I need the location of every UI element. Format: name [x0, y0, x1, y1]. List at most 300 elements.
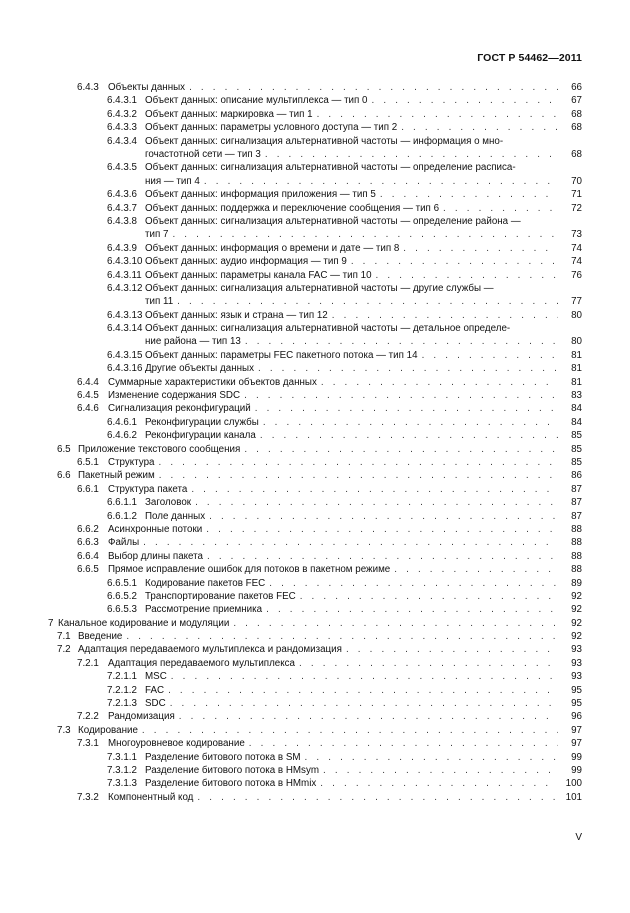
- dot-leader: [443, 202, 558, 215]
- toc-entry-page: 83: [571, 390, 582, 402]
- toc-entry-text: [145, 202, 558, 215]
- toc-entry-text: [78, 630, 558, 643]
- toc-entry-page: 93: [571, 644, 582, 656]
- toc-entry-page: 85: [571, 430, 582, 442]
- toc-entry-text: [145, 215, 558, 242]
- toc-entry-text: [108, 389, 558, 402]
- dot-leader: [245, 335, 558, 348]
- toc-entry[interactable]: [0, 469, 630, 482]
- toc-entry-number: 6.4.3.3: [107, 122, 137, 134]
- toc-entry-number: 6.4.3.6: [107, 189, 137, 201]
- toc-entry[interactable]: [0, 523, 630, 536]
- toc-entry-title: гочастотной сети — тип 3: [145, 148, 265, 161]
- dot-leader: [422, 349, 558, 362]
- toc-entry[interactable]: [0, 108, 630, 121]
- toc-entry[interactable]: [0, 764, 630, 777]
- toc-entry-number: 6.4.3.2: [107, 108, 137, 120]
- toc-entry-number: 6.4.3.7: [107, 202, 137, 214]
- toc-entry[interactable]: [0, 282, 630, 309]
- toc-entry-number: 7.2.1.2: [107, 684, 137, 696]
- toc-entry-title: Реконфигурации канала: [145, 429, 260, 442]
- toc-entry-title: Прямое исправление ошибок для потоков в пакетном режиме: [108, 563, 394, 576]
- dot-leader: [177, 295, 558, 308]
- toc-entry-page: 86: [571, 470, 582, 482]
- dot-leader: [172, 228, 558, 241]
- toc-entry-page: 101: [565, 791, 582, 803]
- toc-entry-title: Кодирование: [78, 724, 142, 737]
- toc-entry-title: тип 7: [145, 228, 172, 241]
- toc-entry-text: [108, 536, 558, 549]
- toc-entry[interactable]: [0, 483, 630, 496]
- toc-entry-page: 92: [571, 590, 582, 602]
- toc-entry-text: [78, 643, 558, 656]
- toc-entry-page: 68: [571, 148, 582, 160]
- toc-entry-number: 7.3.1.3: [107, 778, 137, 790]
- table-of-contents: [0, 81, 630, 804]
- dot-leader: [158, 456, 558, 469]
- toc-entry-text: [108, 81, 558, 94]
- toc-entry-page: 99: [571, 765, 582, 776]
- toc-entry[interactable]: [0, 161, 630, 188]
- toc-entry[interactable]: [0, 242, 630, 255]
- toc-entry-title: Реконфигурации службы: [145, 416, 263, 429]
- toc-entry[interactable]: [0, 777, 630, 790]
- toc-entry-page: 96: [571, 711, 582, 723]
- toc-entry[interactable]: [0, 670, 630, 683]
- toc-entry-title: Рандомизация: [108, 710, 179, 723]
- toc-entry-title: Компонентный код: [108, 791, 197, 804]
- toc-entry-title: FAC: [145, 684, 168, 697]
- dot-leader: [403, 242, 558, 255]
- dot-leader: [372, 94, 558, 107]
- toc-entry-number: 6.4.3.10: [107, 256, 143, 268]
- toc-entry-number: 7.2: [57, 644, 71, 656]
- toc-entry-number: 6.6.4: [77, 550, 99, 562]
- toc-entry-title: Объекты данных: [108, 81, 189, 94]
- dot-leader: [258, 362, 558, 375]
- toc-entry-number: 6.5.1: [77, 457, 99, 469]
- dot-leader: [394, 563, 558, 576]
- dot-leader: [351, 255, 558, 268]
- toc-entry-title: Приложение текстового сообщения: [78, 443, 244, 456]
- toc-entry-text: [78, 469, 558, 482]
- toc-entry-text: [145, 764, 558, 777]
- toc-entry-title: Канальное кодирование и модуляции: [58, 617, 233, 630]
- toc-entry-text: [145, 322, 558, 349]
- toc-entry-number: 6.6.5.2: [107, 590, 137, 602]
- toc-entry-title: Введение: [78, 630, 126, 643]
- toc-entry-page: 87: [571, 510, 582, 522]
- toc-entry-text: [145, 590, 558, 603]
- toc-entry-number: 6.5: [57, 443, 71, 455]
- toc-entry-page: 99: [571, 751, 582, 763]
- dot-leader: [266, 603, 558, 616]
- toc-entry-title-line1: Объект данных: сигнализация альтернативной частоты — другие службы —: [145, 282, 494, 294]
- toc-entry-number: 6.6.1.1: [107, 497, 137, 509]
- toc-entry[interactable]: [0, 684, 630, 697]
- dot-leader: [206, 523, 558, 536]
- toc-entry-text: [108, 523, 558, 536]
- toc-entry[interactable]: [0, 751, 630, 764]
- toc-entry-number: 6.4.6.1: [107, 416, 137, 428]
- toc-entry-text: [108, 376, 558, 389]
- toc-entry[interactable]: [0, 697, 630, 710]
- toc-entry-page: 93: [571, 657, 582, 669]
- toc-entry-number: 6.4.3.1: [107, 95, 137, 107]
- dot-leader: [299, 657, 558, 670]
- toc-entry-page: 88: [571, 537, 582, 549]
- toc-entry-page: 95: [571, 684, 582, 696]
- toc-entry[interactable]: [0, 590, 630, 603]
- toc-entry-title-line1: Объект данных: сигнализация альтернативной частоты — определение расписа-: [145, 162, 516, 174]
- toc-entry-title: Объект данных: информация приложения — тип 5: [145, 188, 380, 201]
- toc-entry-text: [145, 429, 558, 442]
- dot-leader: [244, 389, 558, 402]
- dot-leader: [207, 550, 558, 563]
- dot-leader: [321, 376, 558, 389]
- dot-leader: [317, 108, 558, 121]
- toc-entry-title: Суммарные характеристики объектов данных: [108, 376, 321, 389]
- toc-entry[interactable]: [0, 349, 630, 362]
- toc-entry-page: 88: [571, 564, 582, 576]
- toc-entry-text: [145, 94, 558, 107]
- toc-entry-page: 68: [571, 108, 582, 120]
- toc-entry-title: Адаптация передаваемого мультиплекса и рандомизация: [78, 643, 346, 656]
- toc-entry-number: 6.6.1.2: [107, 510, 137, 522]
- dot-leader: [320, 777, 558, 790]
- toc-entry-page: 100: [565, 778, 582, 790]
- toc-entry-title: Поле данных: [145, 510, 209, 523]
- toc-entry[interactable]: [0, 577, 630, 590]
- toc-entry-page: 85: [571, 443, 582, 455]
- toc-entry-text: [145, 135, 558, 162]
- toc-entry-page: 97: [571, 738, 582, 750]
- toc-entry-number: 6.6.2: [77, 523, 99, 535]
- toc-entry-text: [145, 777, 558, 790]
- toc-entry-page: 92: [571, 604, 582, 616]
- toc-entry-page: 88: [571, 550, 582, 562]
- toc-entry-text: [145, 751, 558, 764]
- toc-entry-page: 85: [571, 457, 582, 469]
- toc-entry-number: 6.6.5.3: [107, 604, 137, 616]
- toc-entry[interactable]: [0, 269, 630, 282]
- toc-entry-number: 6.6.1: [77, 483, 99, 495]
- toc-entry-number: 6.6.5.1: [107, 577, 137, 589]
- toc-entry[interactable]: [0, 402, 630, 415]
- toc-entry-title-line1: Объект данных: сигнализация альтернативной частоты — определение района —: [145, 215, 521, 227]
- toc-entry-title: Структура: [108, 456, 158, 469]
- toc-entry-text: [108, 657, 558, 670]
- toc-entry-number: 7.3: [57, 724, 71, 736]
- toc-entry-title: Объект данных: описание мультиплекса — тип 0: [145, 94, 372, 107]
- dot-leader: [179, 710, 558, 723]
- toc-entry-title-line1: Объект данных: сигнализация альтернативной частоты — детальное определе-: [145, 323, 511, 335]
- toc-entry-title: Транспортирование пакетов FEC: [145, 590, 300, 603]
- toc-entry-text: [145, 496, 558, 509]
- dot-leader: [168, 684, 558, 697]
- toc-entry-text: [108, 402, 558, 415]
- document-header: ГОСТ Р 54462—2011: [477, 52, 582, 64]
- toc-entry-title: тип 11: [145, 295, 177, 308]
- toc-entry-text: [145, 416, 558, 429]
- toc-entry-number: 6.4.3.9: [107, 242, 137, 254]
- toc-entry-number: 6.6.3: [77, 537, 99, 549]
- toc-entry-number: 7.3.1.2: [107, 765, 137, 776]
- toc-entry[interactable]: [0, 643, 630, 656]
- toc-entry[interactable]: [0, 630, 630, 643]
- toc-entry-title: Другие объекты данных: [145, 362, 258, 375]
- dot-leader: [376, 269, 558, 282]
- toc-entry-number: 6.4.6: [77, 403, 99, 415]
- dot-leader: [142, 724, 558, 737]
- toc-entry[interactable]: [0, 496, 630, 509]
- toc-entry-page: 81: [571, 376, 582, 388]
- toc-entry-page: 84: [571, 416, 582, 428]
- dot-leader: [401, 121, 558, 134]
- toc-entry[interactable]: [0, 536, 630, 549]
- toc-entry-title: Объект данных: аудио информация — тип 9: [145, 255, 351, 268]
- toc-entry-text: [108, 737, 558, 750]
- dot-leader: [195, 496, 558, 509]
- dot-leader: [204, 175, 558, 188]
- toc-entry-title: Адаптация передаваемого мультиплекса: [108, 657, 299, 670]
- toc-entry-number: 6.4.3: [77, 82, 99, 93]
- toc-entry-title: Объект данных: маркировка — тип 1: [145, 108, 317, 121]
- toc-entry[interactable]: [0, 389, 630, 402]
- toc-entry[interactable]: [0, 81, 630, 94]
- toc-entry-page: 88: [571, 523, 582, 535]
- dot-leader: [269, 577, 558, 590]
- toc-entry-page: 81: [571, 349, 582, 361]
- toc-entry-number: 6.4.5: [77, 390, 99, 402]
- toc-entry-title: Заголовок: [145, 496, 195, 509]
- toc-entry[interactable]: [0, 376, 630, 389]
- toc-entry-number: 6.4.3.12: [107, 282, 143, 294]
- toc-entry-page: 70: [571, 175, 582, 187]
- toc-entry[interactable]: [0, 322, 630, 349]
- dot-leader: [159, 469, 558, 482]
- toc-entry[interactable]: [0, 603, 630, 616]
- toc-entry[interactable]: [0, 456, 630, 469]
- toc-entry[interactable]: [0, 135, 630, 162]
- toc-entry-page: 87: [571, 483, 582, 495]
- toc-entry-number: 7.2.1.3: [107, 698, 137, 710]
- toc-entry[interactable]: [0, 121, 630, 134]
- toc-entry-page: 77: [571, 296, 582, 308]
- toc-entry-number: 7.3.1: [77, 738, 99, 750]
- toc-entry-title: Объект данных: параметры канала FAC — тип 10: [145, 269, 376, 282]
- toc-entry-title-line1: Объект данных: сигнализация альтернативной частоты — информация о мно-: [145, 135, 504, 147]
- dot-leader: [305, 751, 558, 764]
- toc-entry[interactable]: [0, 362, 630, 375]
- toc-entry-text: [108, 483, 558, 496]
- toc-entry[interactable]: [0, 791, 630, 804]
- toc-entry-title: Выбор длины пакета: [108, 550, 207, 563]
- toc-entry-text: [145, 161, 558, 188]
- toc-entry-number: 6.4.3.16: [107, 363, 143, 375]
- toc-entry-page: 80: [571, 309, 582, 321]
- toc-entry[interactable]: [0, 202, 630, 215]
- toc-entry-title: Объект данных: параметры условного доступа — тип 2: [145, 121, 401, 134]
- toc-entry-page: 74: [571, 242, 582, 254]
- toc-entry-number: 6.4.3.13: [107, 309, 143, 321]
- toc-entry-title: Разделение битового потока в SM: [145, 751, 305, 764]
- toc-entry-text: [145, 577, 558, 590]
- toc-entry-text: [108, 456, 558, 469]
- toc-entry-title: ние района — тип 13: [145, 335, 245, 348]
- toc-entry-text: [145, 282, 558, 309]
- toc-entry-page: 80: [571, 336, 582, 348]
- dot-leader: [255, 402, 558, 415]
- toc-entry-number: 6.6.5: [77, 564, 99, 576]
- toc-entry-number: 6.4.4: [77, 376, 99, 388]
- toc-entry-title: Асинхронные потоки: [108, 523, 206, 536]
- toc-entry-text: [145, 670, 558, 683]
- toc-entry[interactable]: [0, 710, 630, 723]
- toc-entry-text: [108, 563, 558, 576]
- dot-leader: [233, 617, 558, 630]
- toc-entry-title: Файлы: [108, 536, 143, 549]
- toc-entry-title: Структура пакета: [108, 483, 191, 496]
- toc-entry-text: [145, 349, 558, 362]
- dot-leader: [143, 536, 558, 549]
- toc-entry-text: [145, 121, 558, 134]
- dot-leader: [191, 483, 558, 496]
- toc-entry-text: [145, 108, 558, 121]
- toc-entry-number: 7.2.2: [77, 711, 99, 723]
- toc-entry-text: [145, 684, 558, 697]
- dot-leader: [265, 148, 558, 161]
- dot-leader: [244, 443, 558, 456]
- dot-leader: [126, 630, 558, 643]
- toc-entry[interactable]: [0, 429, 630, 442]
- toc-entry-title: ния — тип 4: [145, 175, 204, 188]
- toc-entry-title: Сигнализация реконфигураций: [108, 402, 255, 415]
- toc-entry-number: 7: [48, 617, 54, 629]
- toc-entry[interactable]: [0, 215, 630, 242]
- dot-leader: [197, 791, 558, 804]
- toc-entry[interactable]: [0, 657, 630, 670]
- dot-leader: [323, 764, 558, 777]
- toc-entry-title: Объект данных: поддержка и переключение сообщения — тип 6: [145, 202, 443, 215]
- toc-entry-page: 72: [571, 202, 582, 214]
- toc-entry-number: 7.1: [57, 631, 71, 643]
- toc-entry-text: [108, 791, 558, 804]
- toc-entry-number: 6.4.3.8: [107, 215, 137, 227]
- toc-entry-number: 7.3.2: [77, 791, 99, 803]
- toc-entry-number: 7.2.1.1: [107, 671, 137, 683]
- dot-leader: [332, 309, 558, 322]
- dot-leader: [300, 590, 558, 603]
- toc-entry-page: 67: [571, 95, 582, 107]
- toc-entry[interactable]: [0, 617, 630, 630]
- toc-entry-page: 81: [571, 363, 582, 375]
- dot-leader: [171, 670, 558, 683]
- toc-entry-page: 93: [571, 671, 582, 683]
- toc-entry-text: [145, 510, 558, 523]
- dot-leader: [263, 416, 558, 429]
- toc-entry[interactable]: [0, 94, 630, 107]
- toc-entry-text: [145, 362, 558, 375]
- toc-entry-number: 7.2.1: [77, 657, 99, 669]
- toc-entry-page: 89: [571, 577, 582, 589]
- toc-entry[interactable]: [0, 416, 630, 429]
- toc-entry-page: 73: [571, 229, 582, 241]
- toc-entry-title: Объект данных: параметры FEC пакетного потока — тип 14: [145, 349, 422, 362]
- dot-leader: [170, 697, 558, 710]
- toc-entry-number: 6.4.3.11: [107, 269, 142, 281]
- toc-entry-title: Многоуровневое кодирование: [108, 737, 249, 750]
- toc-entry-page: 68: [571, 122, 582, 134]
- dot-leader: [346, 643, 558, 656]
- toc-entry-number: 6.4.3.14: [107, 323, 143, 335]
- toc-entry-page: 71: [571, 189, 582, 201]
- toc-entry-page: 92: [571, 617, 582, 629]
- toc-entry-page: 66: [571, 82, 582, 93]
- toc-entry-title: Разделение битового потока в HMmix: [145, 777, 320, 790]
- dot-leader: [189, 81, 558, 94]
- toc-entry-title: Объект данных: язык и страна — тип 12: [145, 309, 332, 322]
- toc-entry-page: 74: [571, 256, 582, 268]
- toc-entry-text: [78, 724, 558, 737]
- toc-entry-title: Кодирование пакетов FEC: [145, 577, 269, 590]
- toc-entry-text: [78, 443, 558, 456]
- toc-entry-page: 92: [571, 631, 582, 643]
- toc-entry-text: [58, 617, 558, 630]
- toc-entry-title: Изменение содержания SDC: [108, 389, 244, 402]
- toc-entry-text: [145, 255, 558, 268]
- toc-entry[interactable]: [0, 724, 630, 737]
- toc-entry-number: 6.6: [57, 470, 71, 482]
- toc-entry-text: [108, 710, 558, 723]
- toc-entry[interactable]: [0, 563, 630, 576]
- toc-entry[interactable]: [0, 510, 630, 523]
- toc-entry-page: 95: [571, 698, 582, 710]
- toc-entry-page: 76: [571, 269, 582, 281]
- dot-leader: [249, 737, 558, 750]
- toc-entry-number: 7.3.1.1: [107, 751, 137, 763]
- toc-entry[interactable]: [0, 443, 630, 456]
- toc-entry[interactable]: [0, 550, 630, 563]
- toc-entry-text: [145, 309, 558, 322]
- toc-entry[interactable]: [0, 737, 630, 750]
- toc-entry-number: 6.4.3.5: [107, 162, 137, 174]
- toc-entry[interactable]: [0, 188, 630, 201]
- toc-entry-page: 87: [571, 497, 582, 509]
- toc-entry-title: SDC: [145, 697, 170, 710]
- dot-leader: [260, 429, 558, 442]
- dot-leader: [209, 510, 558, 523]
- page-number-roman: V: [575, 832, 582, 843]
- toc-entry-page: 97: [571, 724, 582, 736]
- toc-entry[interactable]: [0, 309, 630, 322]
- toc-entry-number: 6.4.6.2: [107, 430, 137, 442]
- toc-entry-title: Разделение битового потока в HMsym: [145, 764, 323, 777]
- toc-entry-text: [145, 603, 558, 616]
- toc-entry-title: MSC: [145, 670, 171, 683]
- toc-entry-text: [145, 269, 558, 282]
- toc-entry-title: Объект данных: информация о времени и дате — тип 8: [145, 242, 403, 255]
- toc-entry-text: [145, 697, 558, 710]
- toc-entry-text: [145, 242, 558, 255]
- toc-entry-title: Рассмотрение приемника: [145, 603, 266, 616]
- toc-entry[interactable]: [0, 255, 630, 268]
- toc-entry-text: [145, 188, 558, 201]
- toc-entry-page: 84: [571, 403, 582, 415]
- toc-entry-text: [108, 550, 558, 563]
- toc-entry-title: Пакетный режим: [78, 469, 159, 482]
- toc-entry-number: 6.4.3.4: [107, 135, 137, 147]
